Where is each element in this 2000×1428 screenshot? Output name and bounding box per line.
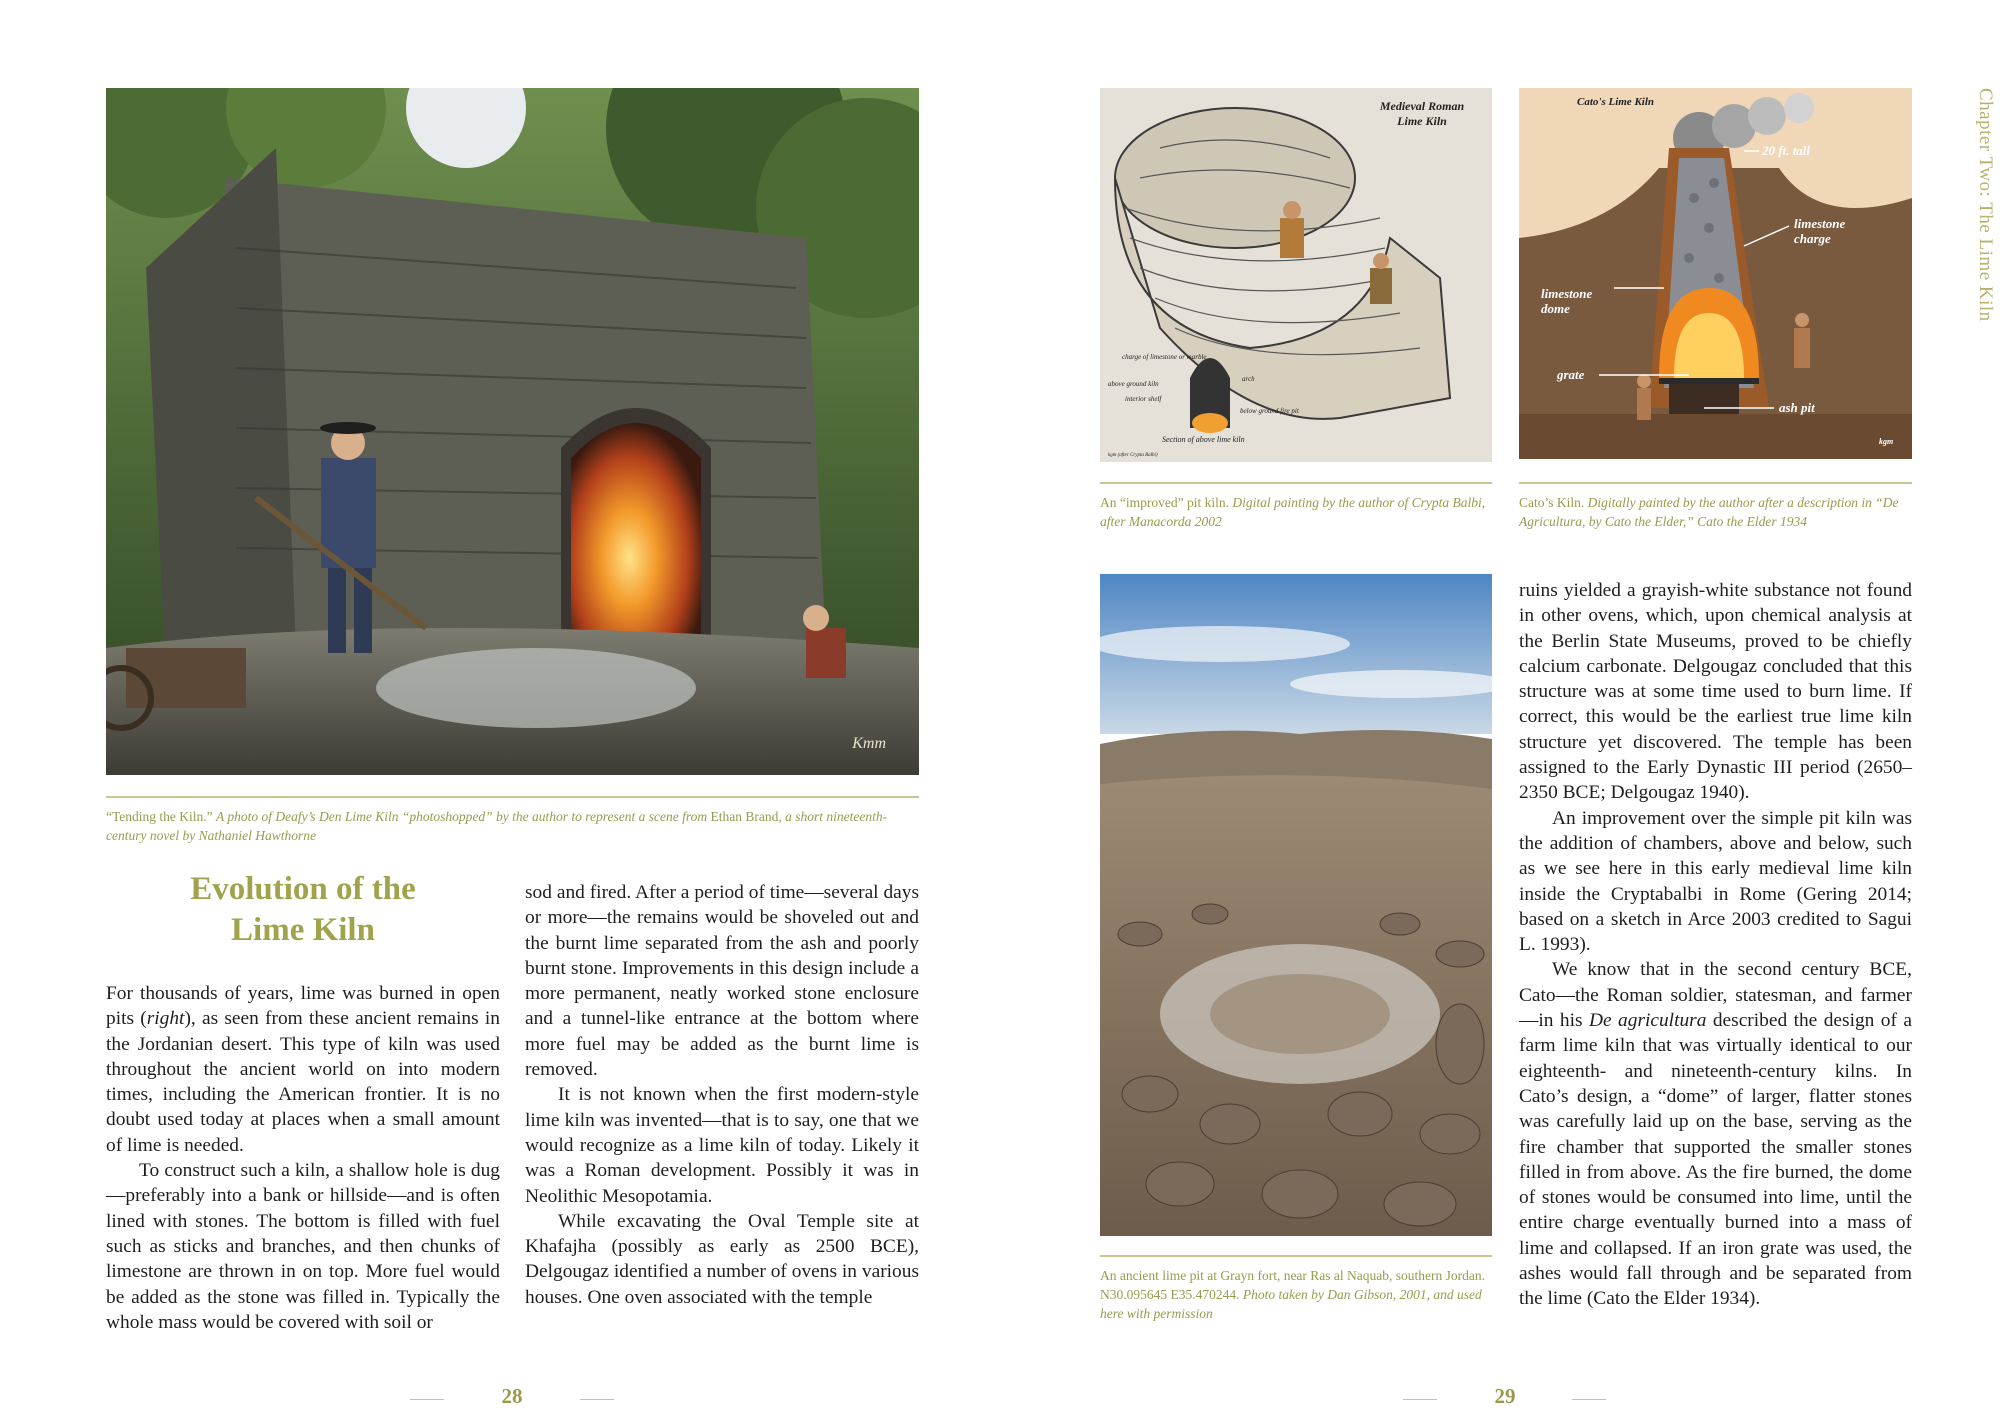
caption-text: An ancient lime pit at Grayn fort, near Ras al Naquab, southern Jordan. N30.095645 E35.470244. — [1100, 1268, 1486, 1302]
text-run: described the design of a farm lime kiln that was virtually identical to our eighteenth- and nineteenth-century kilns. In Cato’s design, a “dome” of larger, flatter stones was carefully laid up on the base, serving as the fire chamber that supported the smaller stones filled in from above. As the fire burned, the dome of stones would be consumed into lime, until the entire charge eventually burned into a mass of lime and collapsed. If an iron grate was used, the ashes would fall through and be separated from the lime (Cato the Elder 1934). — [1519, 1010, 1912, 1310]
italic-run: right — [146, 1008, 185, 1030]
label-dome-2: dome — [1541, 301, 1570, 316]
caption-title: “Tending the Kiln.” — [106, 809, 213, 824]
page-number-left: 28 — [501, 1384, 523, 1408]
label-kgm: kgm — [1879, 437, 1894, 446]
caption-text-a: A photo of Deafy’s Den Lime Kiln “photoshopped” by the author to represent a scene from — [216, 809, 708, 824]
text-run: For thousands of years, lime was burned in open pits ( — [106, 983, 500, 1030]
cato-kiln-caption — [1519, 482, 1912, 531]
heading-line-2: Lime Kiln — [231, 912, 375, 948]
label-grate: grate — [1557, 367, 1585, 382]
caption-credit: Photo taken by Dan Gibson, 2001, and used here with permission — [1100, 1287, 1482, 1321]
caption-title: An “improved” pit kiln. — [1100, 495, 1229, 510]
caption-title-2: Ethan Brand, — [710, 809, 782, 824]
left-column-2 — [525, 880, 919, 1310]
tending-kiln-caption — [106, 796, 919, 845]
caption-title: Cato’s Kiln. — [1519, 495, 1585, 510]
text-run: We know that in the second century BCE, Cato—the Roman soldier, statesman, and farmer—in his — [1519, 959, 1912, 1032]
folio-rule — [1403, 1399, 1437, 1400]
medieval-kiln-icon — [1100, 88, 1492, 462]
label-ash-pit: ash pit — [1779, 400, 1815, 415]
paragraph: sod and fired. After a period of time—several days or more—the remains would be shoveled out and the burnt lime separated from the ash and poorly burnt stone. Improvements in this design include a more permanent, neatly worked stone enclosure and a tunnel-like entrance at the bottom where more fuel may be added as the burnt lime is removed. — [525, 882, 919, 1081]
paragraph: ruins yielded a grayish-white substance not found in other ovens, which, upon chemical analysis at the Berlin State Museums, proved to be chiefly calcium carbonate. Delgougaz concluded that this structure was at some time used to burn lime. If correct, this would be the earliest true lime kiln structure yet discovered. The temple has been assigned to the Early Dynastic III period (2650–2350 BCE; Delgougaz 1940). — [1519, 580, 1912, 804]
forest-kiln-photo-icon — [106, 88, 919, 775]
label-charge: charge of limestone or marble — [1122, 353, 1207, 361]
jordan-lime-pit-photo — [1100, 574, 1492, 1236]
paragraph: An improvement over the simple pit kiln was the addition of chambers, above and below, such as we see here in this early medieval lime kiln inside the Cryptabalbi in Rome (Gering 2014; based on a sketch in Arce 2003 credited to Sagui L. 1993). — [1519, 807, 1912, 956]
medieval-title-1: Medieval Roman — [1379, 99, 1465, 113]
tending-kiln-photo — [106, 88, 919, 775]
label-section: Section of above lime kiln — [1162, 435, 1245, 444]
medieval-title-2: Lime Kiln — [1397, 114, 1447, 128]
cato-title: Cato's Lime Kiln — [1577, 96, 1655, 108]
caption-text: Digital painting by the author of Crypta Balbi, after Manacorda 2002 — [1100, 495, 1486, 529]
medieval-kiln-caption — [1100, 482, 1492, 531]
label-charge-2: charge — [1794, 231, 1831, 246]
italic-run: De agricultura — [1589, 1010, 1707, 1032]
folio-rule — [580, 1399, 614, 1400]
chapter-tab: Chapter Two: The Lime Kiln — [1975, 88, 1996, 322]
text-run: ), as seen from these ancient remains in the Jordanian desert. This type of kiln was used throughout the ancient world on into modern times, including the American frontier. It is no doubt used today at places when a small amount of lime is needed. — [106, 1008, 500, 1156]
label-credit: kgm (after Crypta Balbi) — [1108, 453, 1158, 458]
label-shelf: interior shelf — [1125, 395, 1162, 403]
folio-rule — [1572, 1399, 1606, 1400]
jordan-pit-caption — [1100, 1255, 1492, 1323]
label-dome-1: limestone — [1541, 286, 1593, 301]
label-charge-1: limestone — [1794, 216, 1846, 231]
folio-rule — [410, 1399, 444, 1400]
label-arch: arch — [1242, 375, 1255, 383]
paragraph — [106, 981, 500, 1158]
page-number-right: 29 — [1494, 1384, 1516, 1408]
paragraph: To construct such a kiln, a shallow hole is dug—preferably into a bank or hillside—and is often lined with stones. The bottom is filled with fuel such as sticks and branches, and then chunks of limestone are thrown in on top. More fuel would be added as the stone was filled in. Typically the whole mass would be covered with soil or — [106, 1160, 500, 1333]
cato-kiln-diagram — [1519, 88, 1912, 459]
paragraph: It is not known when the first modern-style lime kiln was invented—that is to say, one that we would recognize as a lime kiln of today. Likely it was a Roman development. Possibly it was in Neolithic Mesopotamia. — [525, 1084, 919, 1207]
label-20ft: 20 ft. tall — [1762, 143, 1811, 158]
medieval-kiln-diagram — [1100, 88, 1492, 462]
left-column-1 — [106, 981, 500, 1335]
section-heading — [106, 869, 500, 951]
right-column — [1519, 578, 1912, 1312]
caption-text: Digitally painted by the author after a description in “De Agricultura, by Cato the Elder,” Cato the Elder 1934 — [1519, 495, 1899, 529]
heading-line-1: Evolution of the — [190, 871, 416, 907]
label-above-ground: above ground kiln — [1108, 380, 1159, 388]
paragraph — [1519, 957, 1912, 1311]
caption-text-b: a short nineteenth-century novel by Nathaniel Hawthorne — [106, 809, 888, 843]
desert-lime-pit-icon — [1100, 574, 1492, 1236]
label-firepit: below ground fire pit — [1240, 407, 1299, 415]
paragraph: While excavating the Oval Temple site at Khafajha (possibly as early as 2500 BCE), Delgougaz identified a number of ovens in various houses. One oven associated with the temple — [525, 1210, 919, 1308]
cato-kiln-icon — [1519, 88, 1912, 459]
photo-signature: Kmm — [852, 735, 886, 752]
